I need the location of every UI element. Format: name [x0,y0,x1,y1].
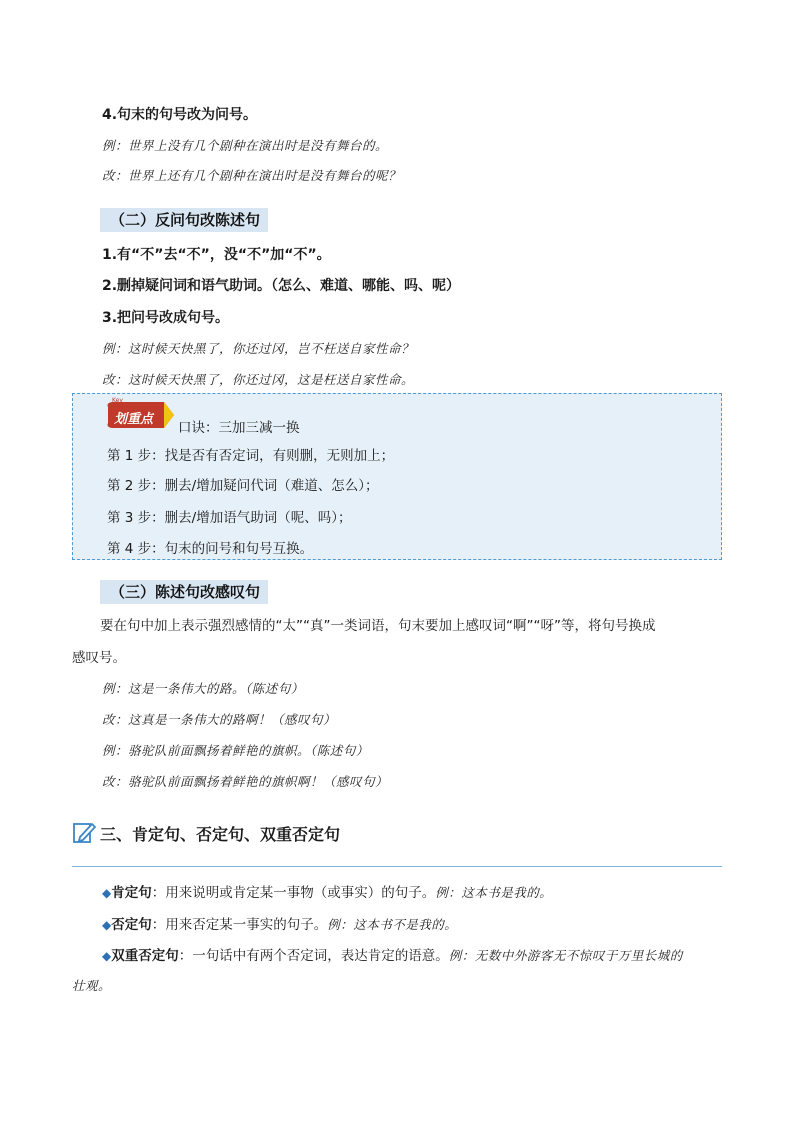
section3-heading: （三）陈述句改感叹句 [100,580,268,604]
section3-paragraph-line2: 感叹号。 [72,650,126,666]
definition-example: 例：这本书不是我的。 [327,917,458,932]
definition-text: ：一句话中有两个否定词，表达肯定的语意。 [178,948,449,964]
callout-step-1: 第 1 步：找是否有否定词，有则删，无则加上； [107,448,395,464]
definition-negative [102,913,457,933]
term-label: 双重否定句 [111,948,179,964]
callout-step-2: 第 2 步：删去/增加疑问代词（难道、怎么）； [107,478,379,494]
section2-heading: （二）反问句改陈述句 [100,208,268,232]
definition-example: 例：无数中外游客无不惊叹于万里长城的 [448,948,683,963]
diamond-bullet-icon: ◆ [102,918,112,932]
section-divider [72,866,722,867]
section2-example: 例：这时候天快黑了，你还过冈，岂不枉送自家性命？ [102,341,415,356]
badge-label: 划重点 [114,412,154,427]
section2-rule-1: 1.有“不”去“不”，没“不”加“不”。 [102,247,331,263]
term-label: 肯定句 [111,885,152,901]
badge-small-label: Key [112,397,123,404]
section2-rule-2: 2.删掉疑问词和语气助词。（怎么、难道、哪能、吗、呢） [102,278,461,294]
definition-text: ：用来说明或肯定某一事物（或事实）的句子。 [151,885,436,901]
callout-step-4: 第 4 步：句末的问号和句号互换。 [107,541,314,557]
definition-example-continued: 壮观。 [72,978,112,993]
diamond-bullet-icon: ◆ [102,886,112,900]
definition-example: 例：这本书是我的。 [435,885,553,900]
section3-example-2: 改：这真是一条伟大的路啊！（感叹句） [102,712,337,727]
definition-affirmative [102,881,552,901]
section3-example-1: 例：这是一条伟大的路。（陈述句） [102,681,304,696]
diamond-bullet-icon: ◆ [102,949,112,963]
key-point-badge [104,399,174,429]
section3-example-4: 改：骆驼队前面飘扬着鲜艳的旗帜啊！（感叹句） [102,774,389,789]
callout-step-3: 第 3 步：删去/增加语气助词（呢、吗）； [107,510,352,526]
callout-tip: 口诀：三加三减一换 [178,420,300,436]
edit-pencil-icon [72,820,96,844]
rule4-changed: 改：世界上还有几个剧种在演出时是没有舞台的呢？ [102,168,402,183]
section3-paragraph-line1: 要在句中加上表示强烈感情的“太”“真”一类词语，句末要加上感叹词“啊”“呀”等，将句号换成 [100,618,656,634]
definition-double-negative [102,944,683,964]
rule4-example: 例：世界上没有几个剧种在演出时是没有舞台的。 [102,138,389,153]
term-label: 否定句 [111,917,152,933]
section2-rule-3: 3.把问号改成句号。 [102,310,230,326]
section3-example-3: 例：骆驼队前面飘扬着鲜艳的旗帜。（陈述句） [102,743,369,758]
definition-text: ：用来否定某一事实的句子。 [151,917,328,933]
section2-changed: 改：这时候天快黑了，你还过冈，这是枉送自家性命。 [102,372,415,387]
part3-heading: 三、肯定句、否定句、双重否定句 [100,825,341,844]
rule4-title: 4.句末的句号改为问号。 [102,107,258,123]
